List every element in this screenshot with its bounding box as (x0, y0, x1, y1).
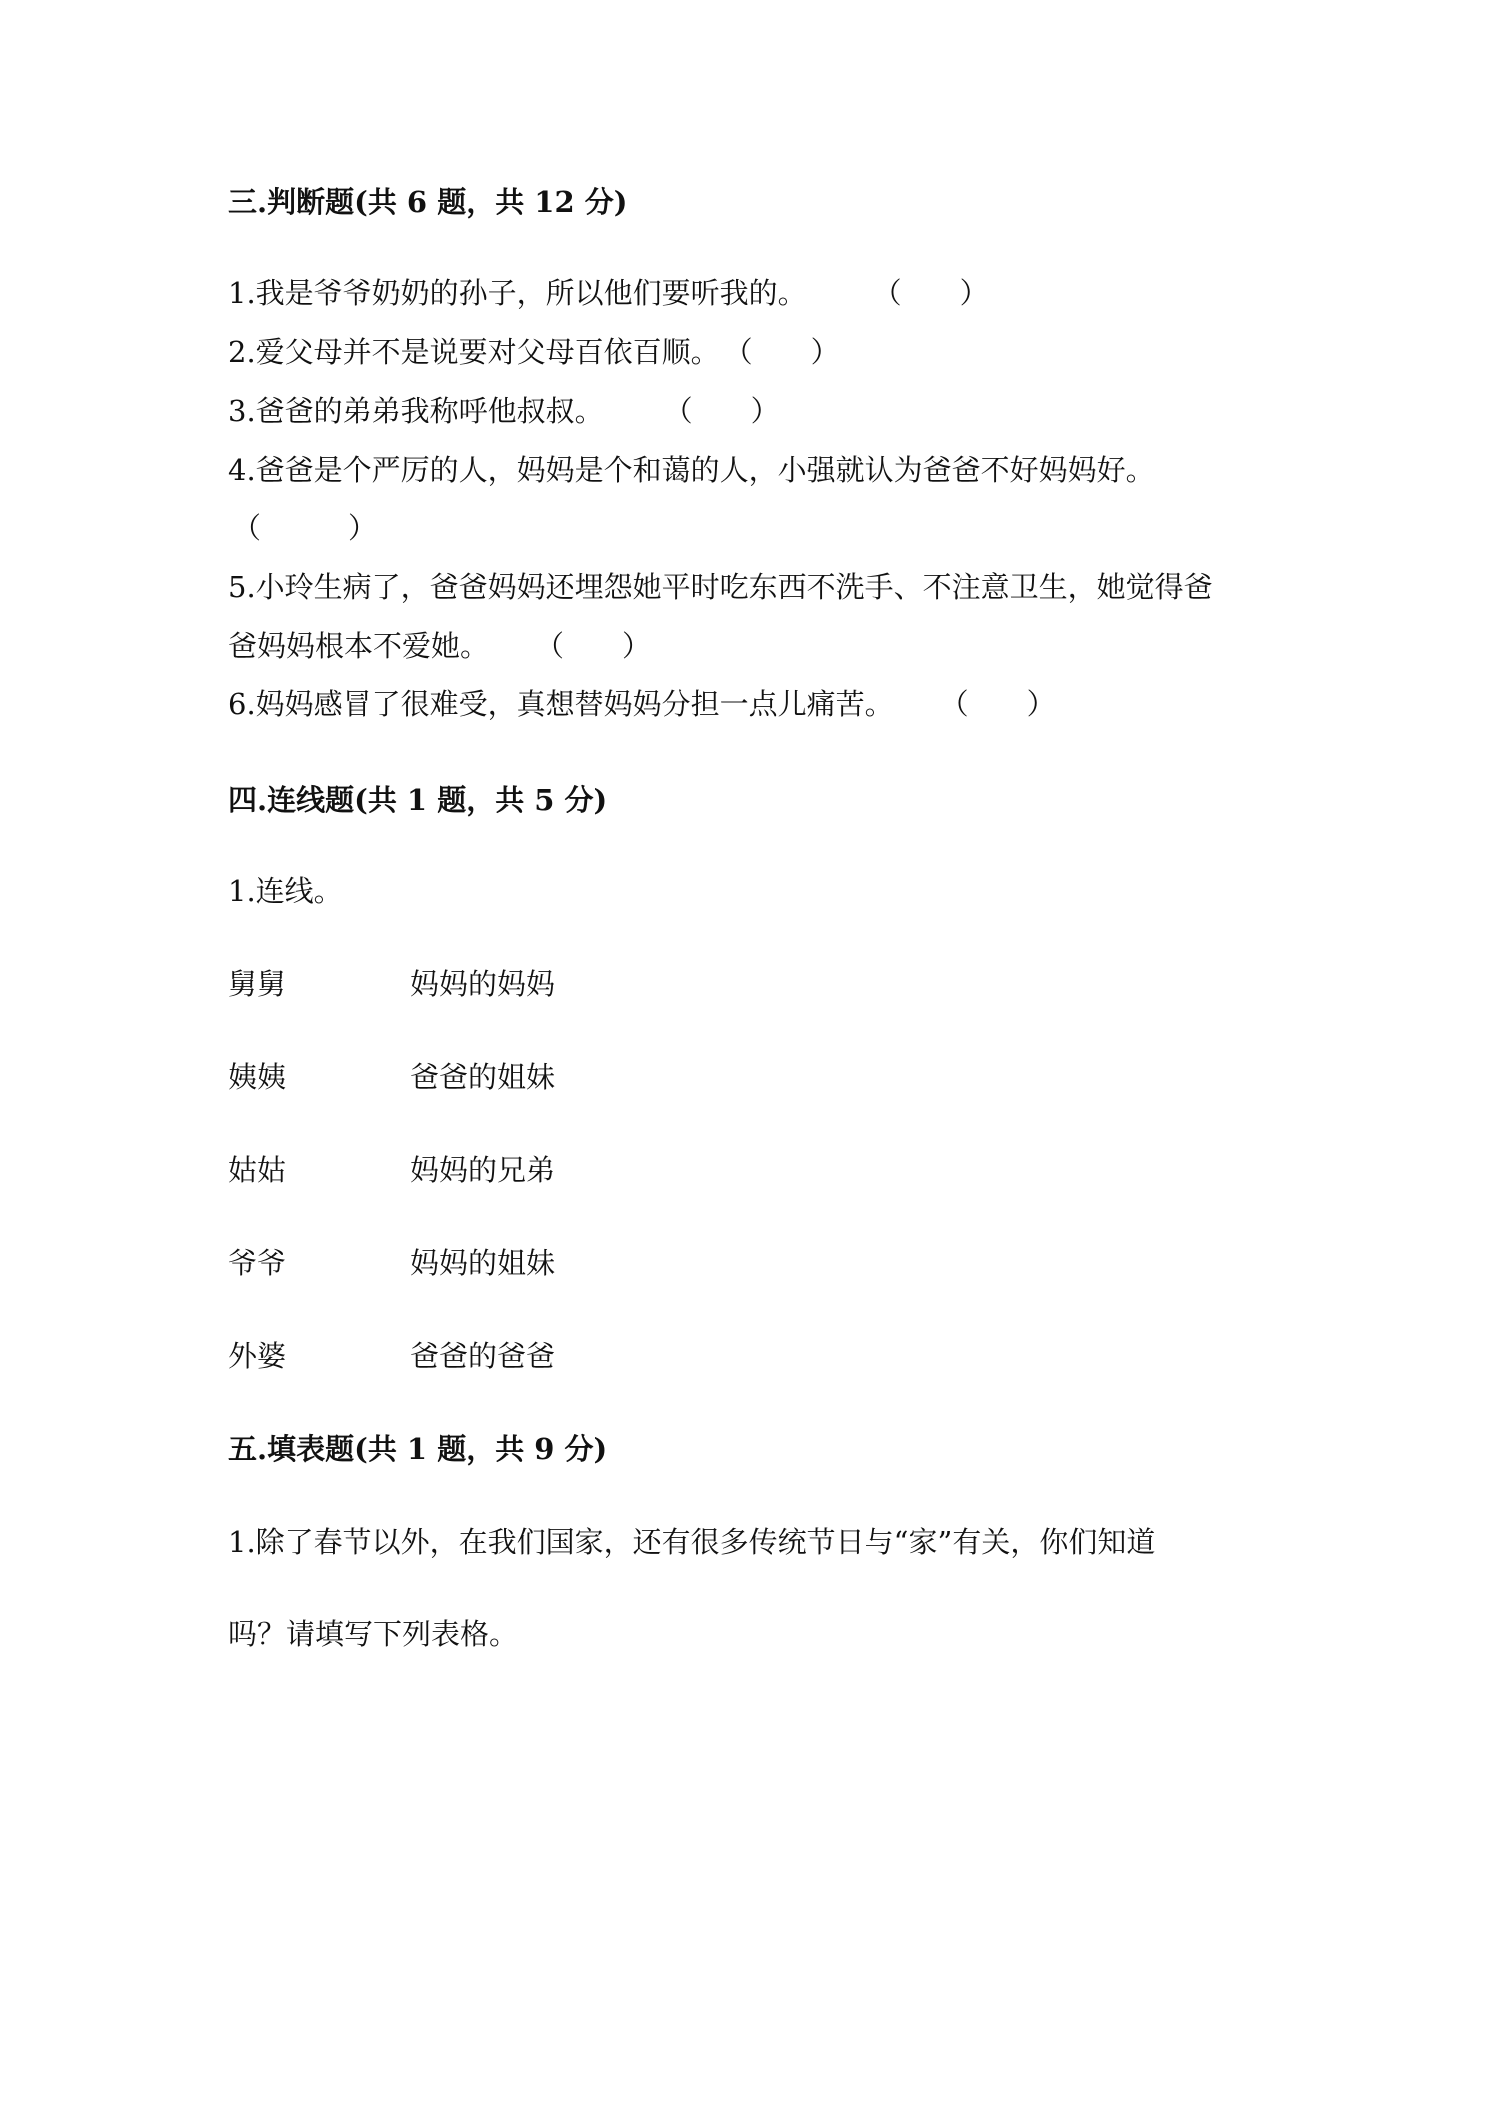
judge-item-1-blank[interactable]: （ ） (872, 276, 989, 310)
judge-item-5-text2: 爸妈妈根本不爱她。 (228, 629, 490, 663)
judge-item-3-blank[interactable]: （ ） (663, 394, 780, 428)
match-right-5[interactable]: 爸爸的爸爸 (410, 1339, 556, 1373)
judge-item-4: 4.爸爸是个严厉的人，妈妈是个和蔼的人，小强就认为爸爸不好妈妈好。 (228, 453, 1155, 487)
match-left-5[interactable]: 外婆 (228, 1339, 287, 1373)
judge-item-2-text: 2.爱父母并不是说要对父母百依百顺。 (228, 335, 720, 369)
judge-item-3 (228, 391, 780, 431)
match-left-2[interactable]: 姨姨 (228, 1060, 287, 1094)
judge-item-5-blank[interactable]: （ ） (535, 629, 652, 663)
judge-item-3-text: 3.爸爸的弟弟我称呼他叔叔。 (228, 394, 604, 428)
section4-heading: 四.连线题(共 1 题，共 5 分) (228, 783, 608, 817)
match-right-2[interactable]: 爸爸的姐妹 (410, 1060, 556, 1094)
judge-item-4-blank[interactable]: （ ） (232, 511, 378, 545)
match-left-4[interactable]: 爷爷 (228, 1246, 287, 1280)
fill-question-line1: 1.除了春节以外，在我们国家，还有很多传统节日与“家”有关，你们知道 (228, 1525, 1156, 1559)
judge-item-6-blank[interactable]: （ ） (939, 687, 1056, 721)
match-question: 1.连线。 (228, 874, 343, 908)
match-right-4[interactable]: 妈妈的姐妹 (410, 1246, 556, 1280)
judge-item-5: 5.小玲生病了，爸爸妈妈还埋怨她平时吃东西不洗手、不注意卫生，她觉得爸 (228, 570, 1213, 604)
match-left-3[interactable]: 姑姑 (228, 1153, 287, 1187)
judge-item-6 (228, 684, 1056, 724)
fill-question-line2: 吗？请填写下列表格。 (228, 1617, 519, 1651)
judge-item-1 (228, 273, 989, 313)
section3-heading: 三.判断题(共 6 题，共 12 分) (228, 185, 628, 219)
section5-heading: 五.填表题(共 1 题，共 9 分) (228, 1432, 608, 1466)
match-right-1[interactable]: 妈妈的妈妈 (410, 967, 556, 1001)
judge-item-6-text: 6.妈妈感冒了很难受，真想替妈妈分担一点儿痛苦。 (228, 687, 894, 721)
match-right-3[interactable]: 妈妈的兄弟 (410, 1153, 556, 1187)
match-left-1[interactable]: 舅舅 (228, 967, 287, 1001)
judge-item-1-text: 1.我是爷爷奶奶的孙子，所以他们要听我的。 (228, 276, 807, 310)
judge-item-2 (228, 332, 840, 372)
judge-item-5-cont (228, 626, 651, 666)
judge-item-2-blank[interactable]: （ ） (723, 335, 840, 369)
